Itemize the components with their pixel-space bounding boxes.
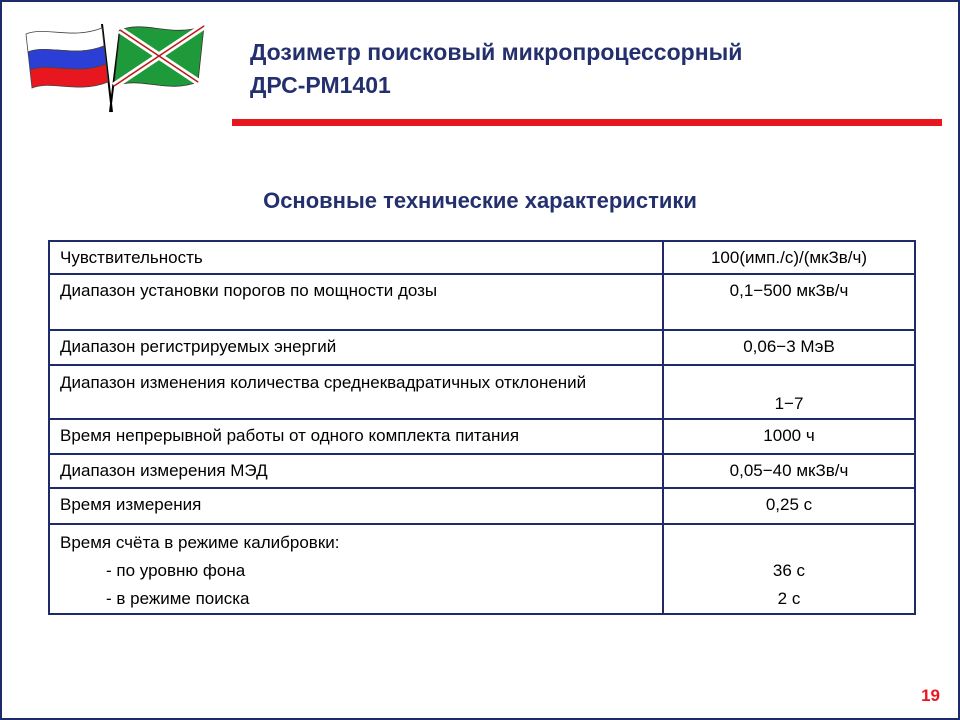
value-cell: 0,1−500 мкЗв/ч [663,274,915,330]
value-cell: 1000 ч [663,419,915,454]
table-row [49,524,915,614]
param-cell [49,524,663,614]
value-cell: 1−7 [663,365,915,419]
value-cell: 0,05−40 мкЗв/ч [663,454,915,488]
title-underline [232,119,942,126]
value-cell [663,524,915,614]
calibration-heading: Время счёта в режиме калибровки: [60,533,340,552]
table-row [49,365,915,419]
section-title: Основные технические характеристики [263,188,697,213]
table-row [49,419,915,454]
param-cell: Время измерения [49,488,663,524]
table-row [49,274,915,330]
value-cell: 100(имп./с)/(мкЗв/ч) [663,241,915,274]
value-cell: 0,25 с [663,488,915,524]
param-cell: Время непрерывной работы от одного комплекта питания [49,419,663,454]
page-number: 19 [921,686,940,705]
green-flag-icon [110,26,204,112]
table-row [49,330,915,365]
russia-flag-icon [26,24,112,112]
param-cell: Диапазон регистрируемых энергий [49,330,663,365]
calibration-item-label: - по уровню фона [106,561,246,580]
table-row [49,454,915,488]
value-cell: 0,06−3 МэВ [663,330,915,365]
param-cell: Диапазон установки порогов по мощности дозы [49,274,663,330]
specs-table [48,240,916,615]
param-cell: Диапазон изменения количества среднеквадратичных отклонений [49,365,663,419]
param-cell: Чувствительность [49,241,663,274]
calibration-item-value: 36 с [772,561,806,580]
page-title [250,36,742,102]
calibration-item-value: 2 с [777,589,801,608]
table-row [49,488,915,524]
calibration-item-label: - в режиме поиска [106,589,250,608]
flags-emblem [16,16,216,116]
title-line-1: Дозиметр поисковый микропроцессорный [250,39,743,65]
table-row [49,241,915,274]
title-line-2: ДРС-РМ1401 [250,72,391,98]
param-cell: Диапазон измерения МЭД [49,454,663,488]
